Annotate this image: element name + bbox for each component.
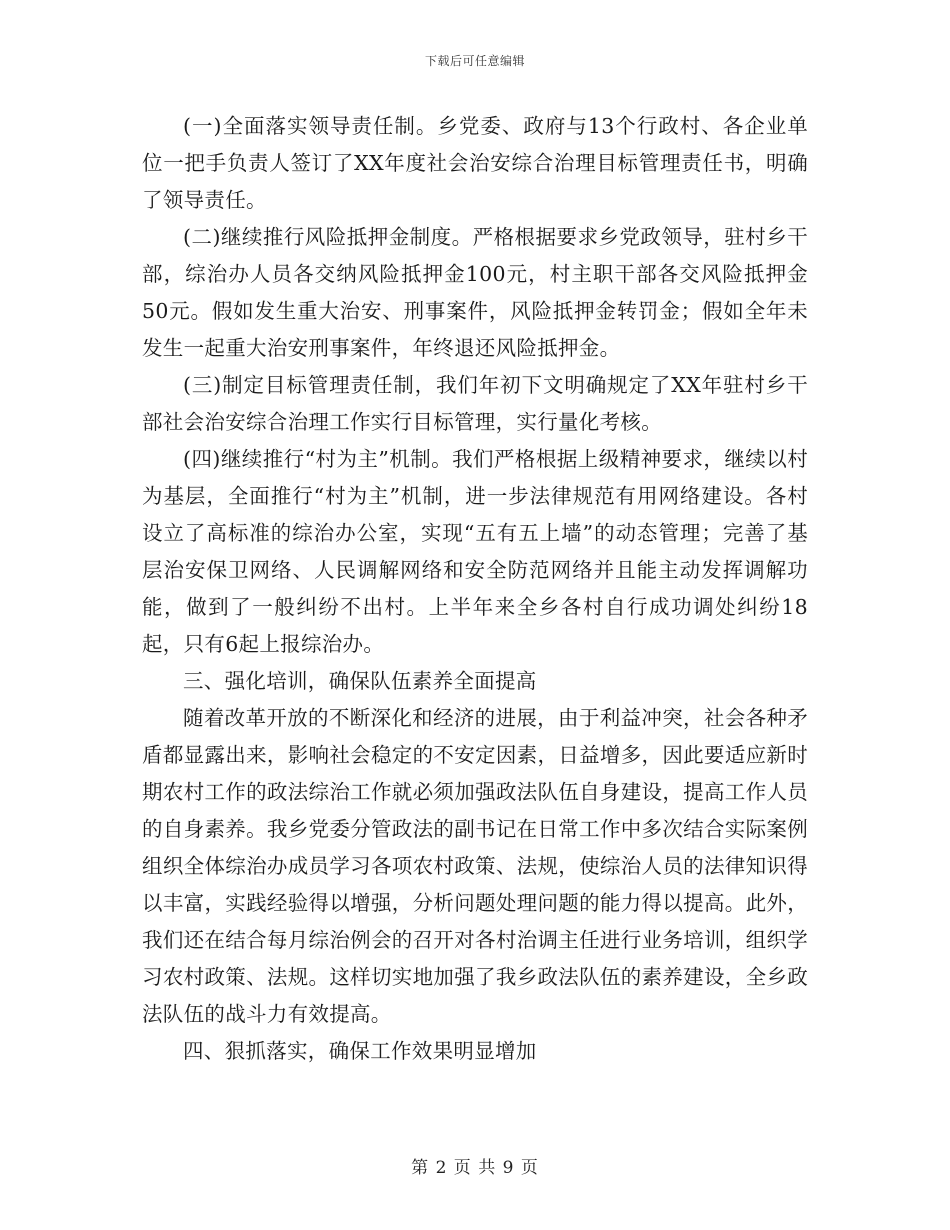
page-footer: 第 2 页 共 9 页	[411, 1158, 539, 1178]
paragraph-risk-deposit: (二)继续推行风险抵押金制度。严格根据要求乡党政领导，驻村乡干部，综治办人员各交纳风险抵押金100元，村主职干部各交风险抵押金50元。假如发生重大治安、刑事案件，风险抵押金转罚金；假如全年未发生一起重大治安刑事案件，年终退还风险抵押金。	[142, 225, 808, 360]
section-heading-training: 三、强化培训，确保队伍素养全面提高	[183, 669, 537, 693]
section-heading-implementation: 四、狠抓落实，确保工作效果明显增加	[183, 1039, 537, 1063]
paragraph-leadership-responsibility: (一)全面落实领导责任制。乡党委、政府与13个行政村、各企业单位一把手负责人签订了XX年度社会治安综合治理目标管理责任书，明确了领导责任。	[142, 114, 808, 212]
paragraph-training: 随着改革开放的不断深化和经济的进展，由于利益冲突，社会各种矛盾都显露出来，影响社会稳定的不安定因素，日益增多，因此要适应新时期农村工作的政法综治工作就必须加强政法队伍自身建设，提高工作人员的自身素养。我乡党委分管政法的副书记在日常工作中多次结合实际案例组织全体综治办成员学习各项农村政策、法规，使综治人员的法律知识得以丰富，实践经验得以增强，分析问题处理问题的能力得以提高。此外，我们还在结合每月综治例会的召开对各村治调主任进行业务培训，组织学习农村政策、法规。这样切实地加强了我乡政法队伍的素养建设，全乡政法队伍的战斗力有效提高。	[142, 706, 808, 1026]
document-body	[142, 108, 808, 1070]
paragraph-village-mechanism: (四)继续推行“村为主”机制。我们严格根据上级精神要求，继续以村为基层，全面推行“村为主”机制，进一步法律规范有用网络建设。各村设立了高标准的综治办公室，实现“五有五上墙”的动态管理；完善了基层治安保卫网络、人民调解网络和安全防范网络并且能主动发挥调解功能，做到了一般纠纷不出村。上半年来全乡各村自行成功调处纠纷18起，只有6起上报综治办。	[142, 447, 808, 656]
page-header: 下载后可任意编辑	[424, 54, 525, 68]
paragraph-target-management: (三)制定目标管理责任制，我们年初下文明确规定了XX年驻村乡干部社会治安综合治理工作实行目标管理，实行量化考核。	[142, 373, 808, 434]
